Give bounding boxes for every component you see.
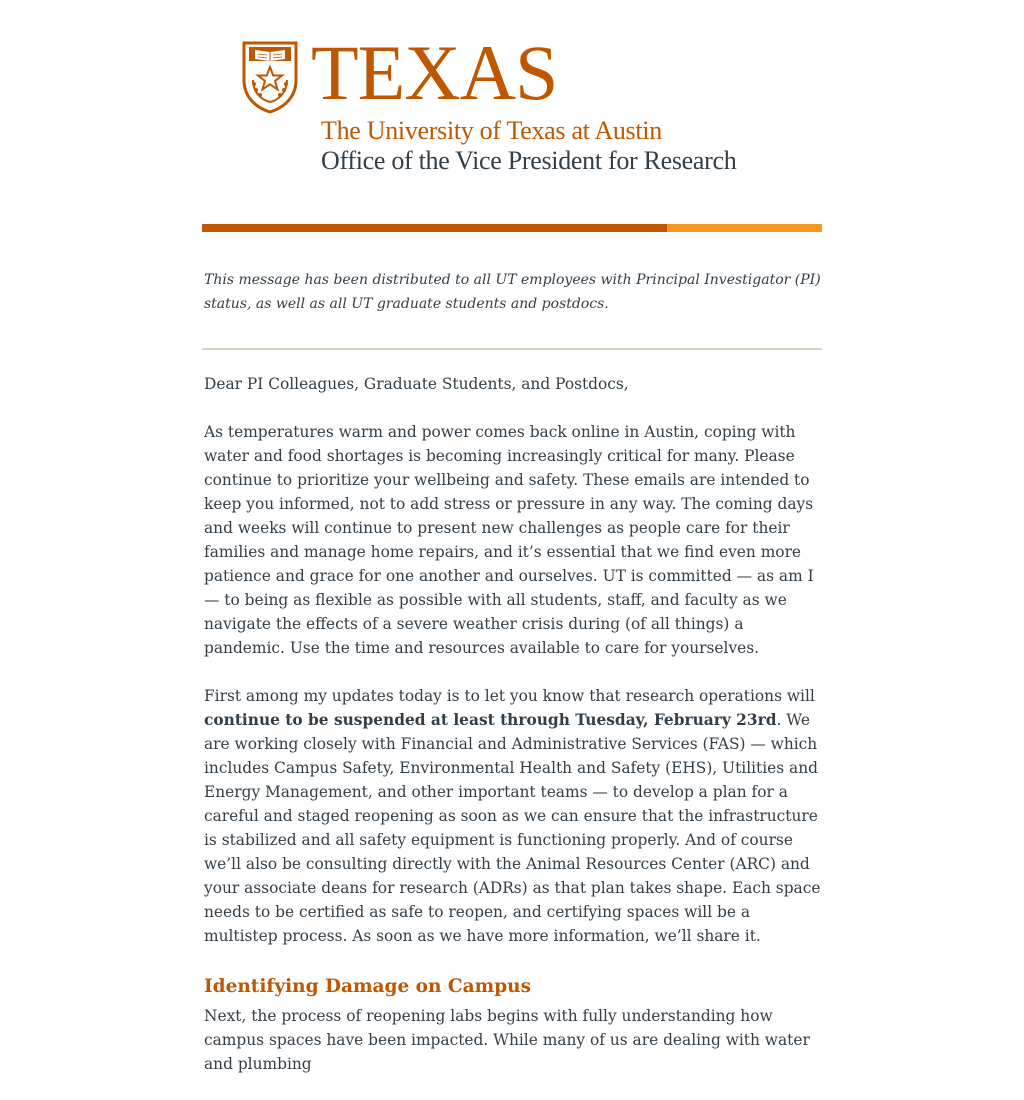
ut-logo-header xyxy=(241,29,801,180)
divider xyxy=(202,348,822,350)
header-bar-dark xyxy=(202,224,667,232)
university-name: The University of Texas at Austin xyxy=(321,116,662,145)
paragraph-suspension-rest: . We are working closely with Financial and Administrative Services (FAS) — which includes Campus Safety, Environmental Health and Safety (EHS), Utilities and Energy Management, and other important teams — to develop a plan for a careful and staged reopening as soon as we can ensure that the infrastructure is stabilized and all safety equipment is functioning properly. And of course we’ll also be consulting directly with the Animal Resources Center (ARC) and your associate deans for research (ADRs) as that plan takes shape. Each space needs to be certified as safe to reopen, and certifying spaces will be a multistep process. As soon as we have more information, we’ll share it. xyxy=(204,711,821,945)
suspension-date-highlight: continue to be suspended at least through Tuesday, February 23rd xyxy=(204,711,777,729)
paragraph-suspension-intro: First among my updates today is to let you know that research operations will xyxy=(204,687,815,705)
paragraph-suspension xyxy=(204,684,824,948)
message-body xyxy=(204,372,824,1100)
texas-wordmark: TEXAS xyxy=(311,29,558,116)
paragraph-wellbeing: As temperatures warm and power comes back online in Austin, coping with water and food shortages is becoming increasingly critical for many. Please continue to prioritize your wellbeing and safety. These emails are intended to keep you informed, not to add stress or pressure in any way. The coming days and weeks will continue to present new challenges as people care for their families and manage home repairs, and it’s essential that we find even more patience and grace for one another and ourselves. UT is committed — as am I — to being as flexible as possible with all students, staff, and faculty as we navigate the effects of a severe weather crisis during (of all things) a pandemic. Use the time and resources available to care for yourselves. xyxy=(204,423,814,657)
section-heading: Identifying Damage on Campus xyxy=(204,976,532,997)
header-bar-light xyxy=(667,224,822,232)
ut-shield-icon xyxy=(241,40,299,114)
distribution-notice: This message has been distributed to all UT employees with Principal Investigator (PI) status, as well as all UT graduate students and postdocs. xyxy=(204,272,821,312)
salutation: Dear PI Colleagues, Graduate Students, and Postdocs, xyxy=(204,375,629,393)
office-name: Office of the Vice President for Research xyxy=(321,146,737,175)
paragraph-damage: Next, the process of reopening labs begins with fully understanding how campus spaces have been impacted. While many of us are dealing with water and plumbing xyxy=(204,1007,810,1073)
